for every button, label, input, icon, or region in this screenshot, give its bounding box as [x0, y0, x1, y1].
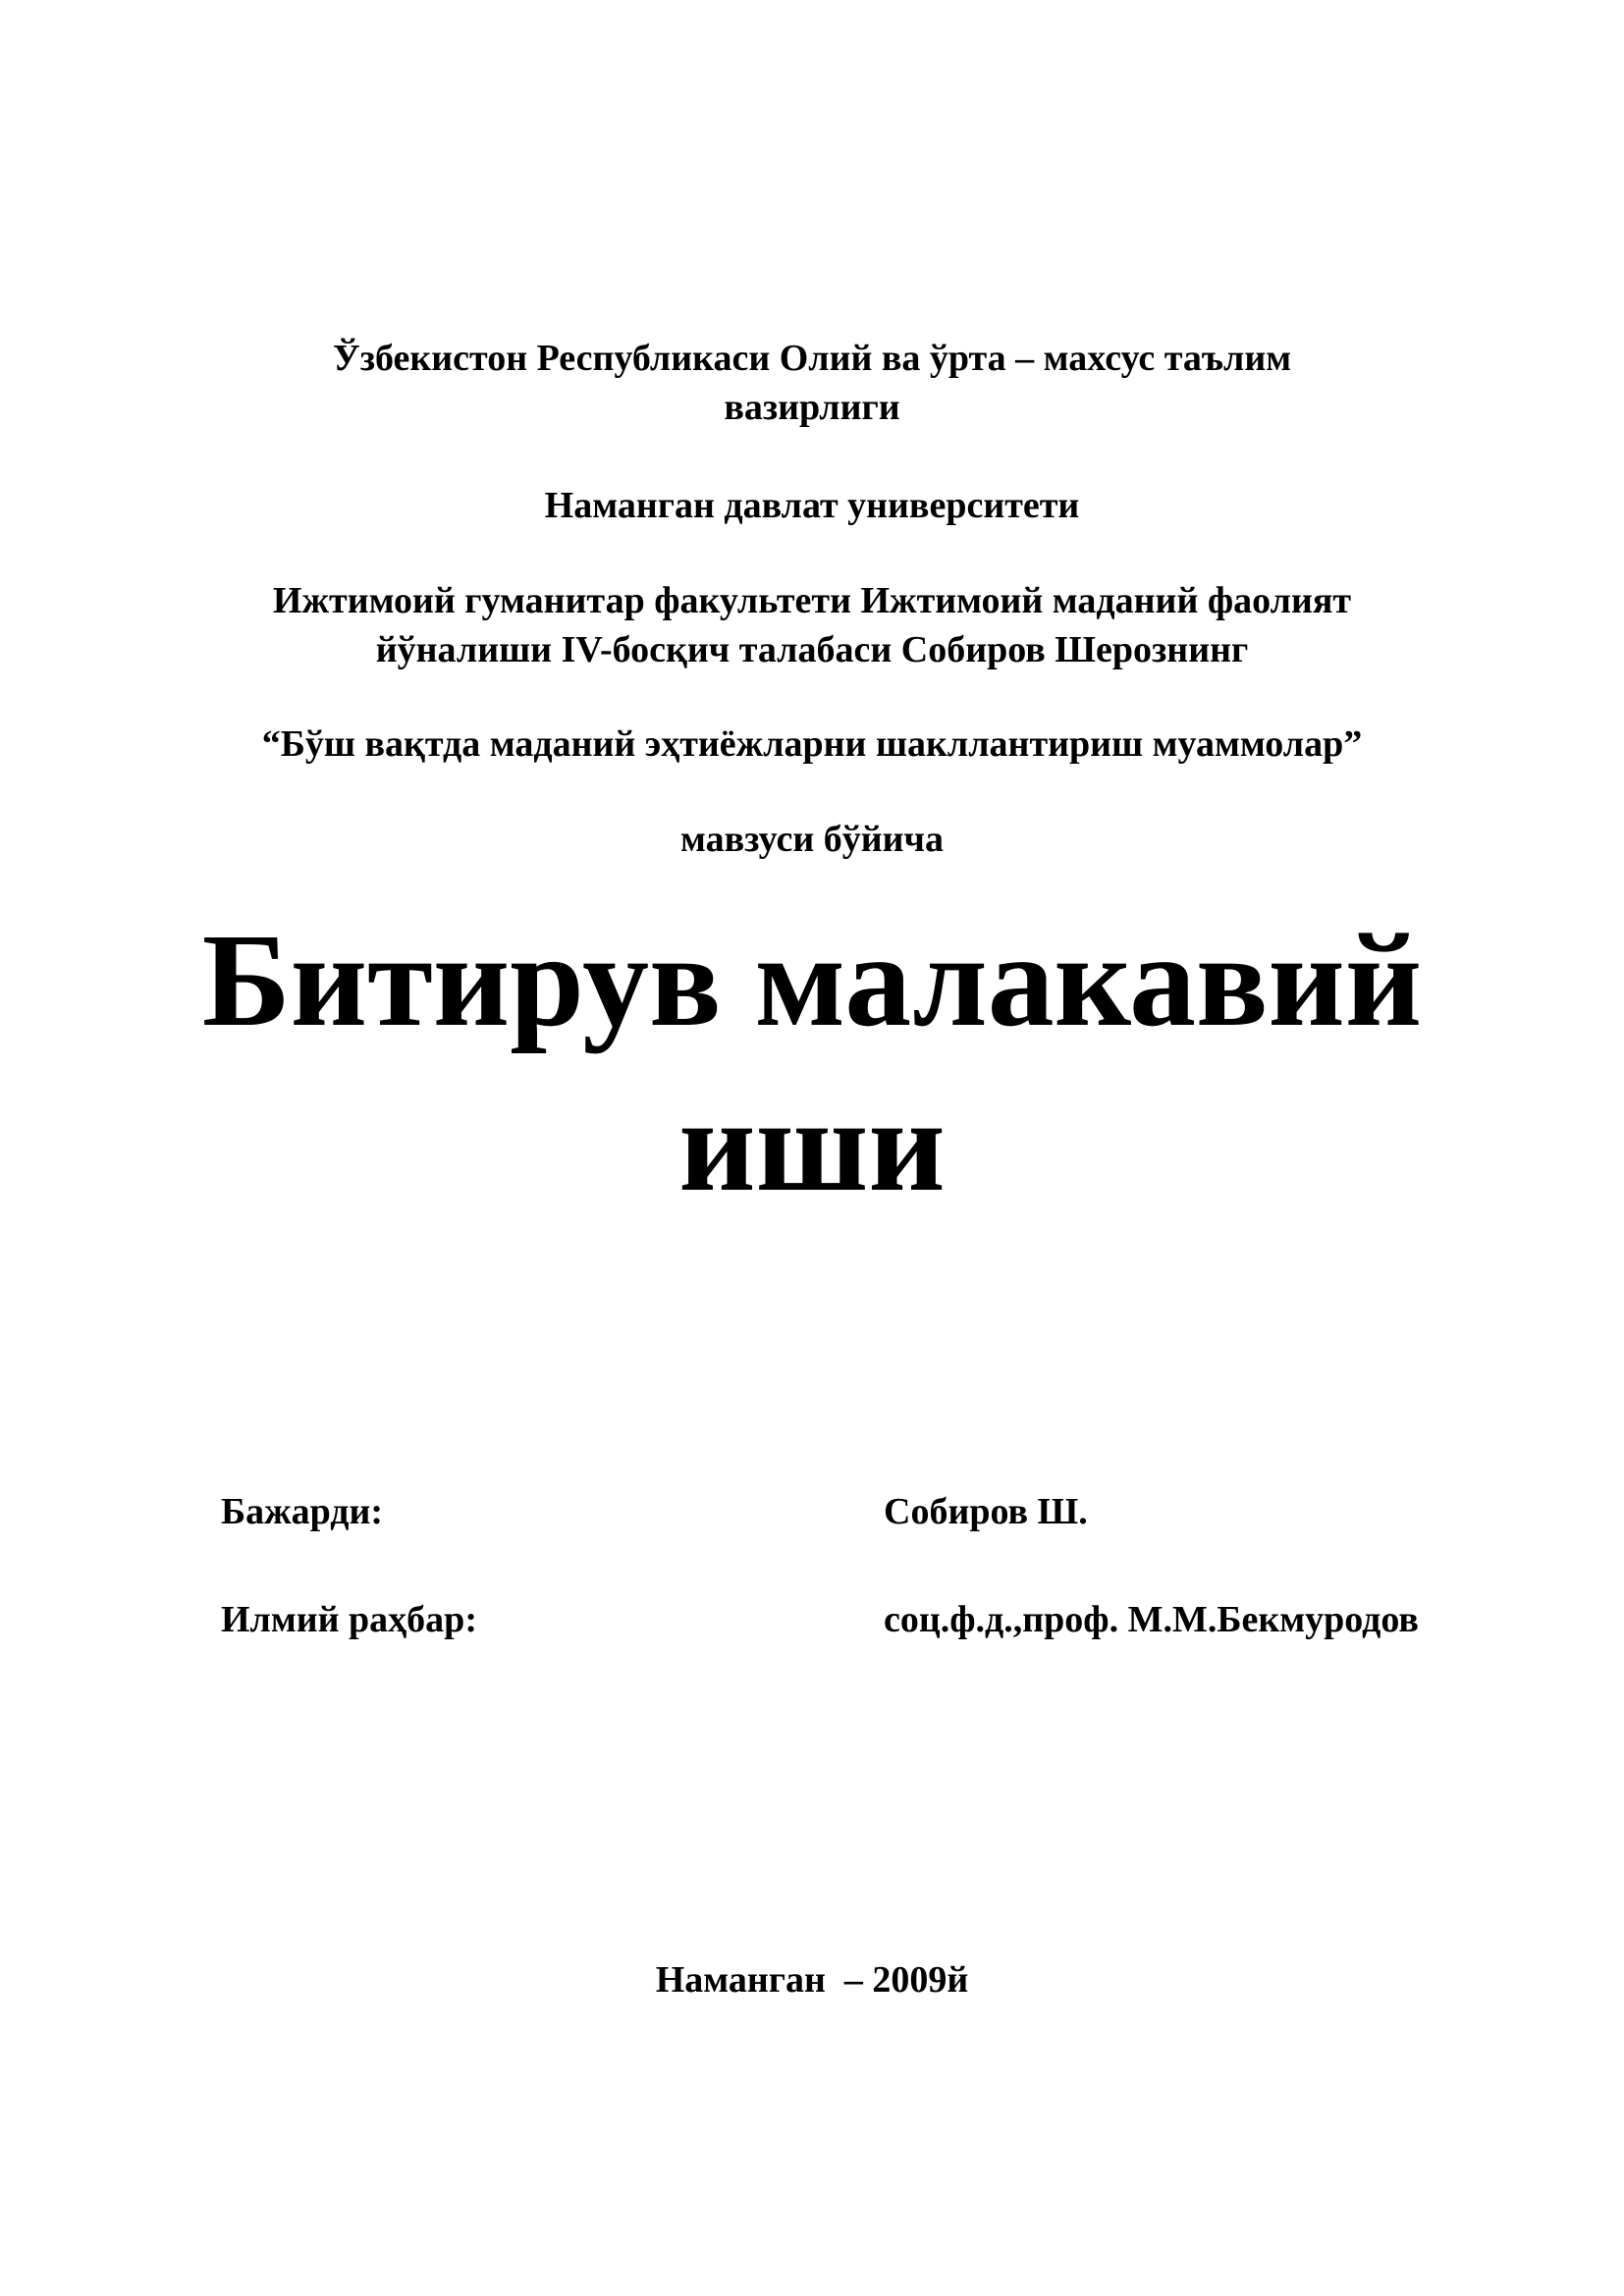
topic-suffix-line: мавзуси бўйича [680, 819, 944, 860]
ministry-heading [0, 334, 1624, 432]
topic-suffix [0, 815, 1624, 864]
advisor-label: Илмий раҳбар: [221, 1599, 477, 1640]
thesis-topic [0, 720, 1624, 769]
ministry-line-2: вазирлиги [724, 387, 900, 428]
ministry-line-1: Ўзбекистон Республикаси Олий ва ўрта – махсус таълим [332, 338, 1292, 379]
performed-by-label: Бажарди: [221, 1491, 384, 1532]
faculty-line-1: Ижтимоий гуманитар факультети Ижтимоий маданий фаолият [272, 580, 1352, 621]
university-name [0, 481, 1624, 530]
faculty-line-2: йўналиши IV-босқич талабаси Собиров Шерознинг [375, 629, 1249, 670]
topic-line: “Бўш вақтда маданий эҳтиёжларни шакллантириш муаммолар” [261, 723, 1363, 765]
advisor-name: соц.ф.д.,проф. М.М.Бекмуродов [884, 1599, 1419, 1640]
place-year-line: Наманган – 2009й [655, 1959, 969, 2001]
university-line: Наманган давлат университети [544, 485, 1080, 526]
faculty-student-info [0, 576, 1624, 674]
document-title [0, 898, 1624, 1228]
title-line-2: иши [678, 1072, 946, 1219]
place-and-year [0, 1955, 1624, 2004]
performed-by-name: Собиров Ш. [884, 1491, 1088, 1532]
title-line-1: Битирув малакавий [201, 907, 1423, 1054]
